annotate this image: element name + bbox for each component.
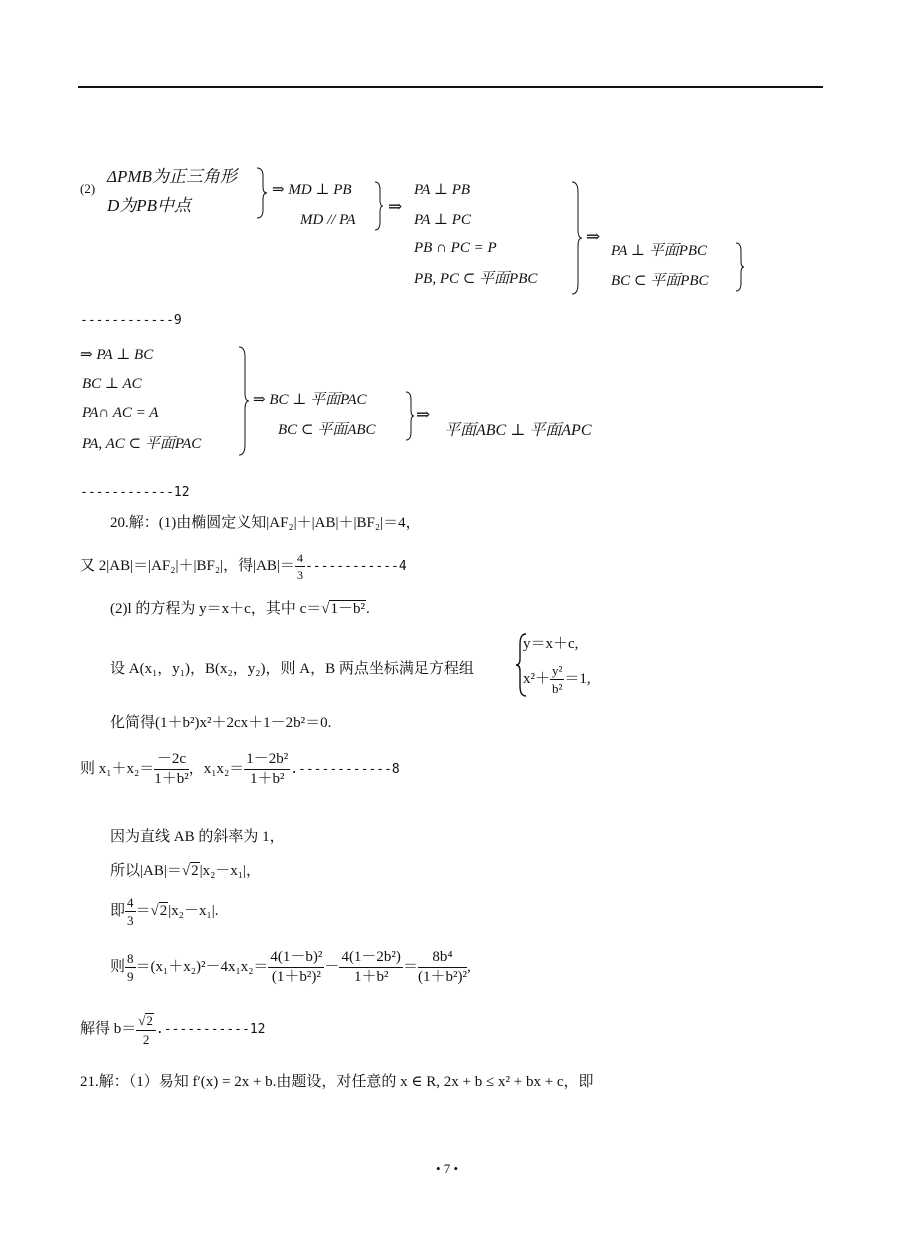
fraction-numerator: 4(1－2b²) xyxy=(339,950,403,968)
premise-2: D为PB中点 xyxy=(107,196,192,215)
radicand: 1－b² xyxy=(330,601,365,617)
score-marker-4: ------------4 xyxy=(304,558,407,574)
score-marker-12: ------------12 xyxy=(80,485,190,500)
right-brace xyxy=(373,182,383,230)
premise-1: ΔPMB为正三角形 xyxy=(107,167,237,186)
score-marker-8: .------------8 xyxy=(290,761,400,777)
q20-line-9: 即 xyxy=(110,902,126,919)
bc-subset-plane-abc: BC ⊂ 平面ABC xyxy=(278,422,376,438)
pb-cap-pc: PB ∩ PC = P xyxy=(414,240,497,256)
q20-line-1: 20.解：(1)由椭圆定义知|AF₂|＋|AB|＋|BF₂|＝4， xyxy=(110,515,421,531)
score-marker-12: .-----------12 xyxy=(155,1022,266,1038)
sqrt-symbol: √ xyxy=(181,863,191,879)
comma: , xyxy=(466,958,471,975)
system-eq-2-right: ＝1, xyxy=(564,670,591,687)
fraction-numerator: 8b⁴ xyxy=(418,950,467,968)
pa-ac-subset-plane: PA, AC ⊂ 平面PAC xyxy=(82,436,202,452)
right-brace xyxy=(570,182,582,294)
q20-line-3: (2)l 的方程为 y＝x＋c，其中 c＝ xyxy=(110,601,322,617)
fraction-numerator: 4 xyxy=(296,551,303,565)
fraction-numerator: y² xyxy=(552,663,563,678)
bc-perp-plane-pac: ⇒ BC ⊥ 平面PAC xyxy=(253,392,367,408)
fraction-numerator: －2c xyxy=(154,752,189,770)
pb-pc-subset-plane: PB, PC ⊂ 平面PBC xyxy=(414,271,538,287)
fraction-denominator: 1＋b² xyxy=(154,771,189,787)
page-number: • 7 • xyxy=(436,1161,459,1176)
system-eq-1: y＝x＋c, xyxy=(523,636,579,652)
pa-perp-bc: ⇒ PA ⊥ BC xyxy=(80,347,154,363)
right-brace xyxy=(734,243,744,291)
bc-perp-ac: BC ⊥ AC xyxy=(82,376,142,392)
abs-difference: |x₂－x₁|. xyxy=(168,902,219,919)
implies-arrow: ⇒ xyxy=(416,405,431,424)
fraction-denominator: 2 xyxy=(142,1032,150,1048)
fraction-denominator: 1＋b² xyxy=(249,771,285,787)
pa-perp-pc: PA ⊥ PC xyxy=(414,212,471,228)
fraction-numerator: 8 xyxy=(127,951,134,966)
abs-difference: |x₂－x₁|， xyxy=(199,863,262,879)
right-brace xyxy=(255,168,267,218)
system-eq-2-left: x²＋ xyxy=(523,670,550,687)
plane-abc-perp-plane-apc: 平面ABC ⊥ 平面APC xyxy=(444,422,592,439)
implies-arrow: ⇒ xyxy=(388,197,403,216)
right-brace xyxy=(237,347,249,455)
q20-line-7: 因为直线 AB 的斜率为 1， xyxy=(110,829,285,845)
conclusion-md-parallel-pa: MD // PA xyxy=(300,212,356,228)
fraction-numerator: 4 xyxy=(127,895,134,910)
radicand: 2 xyxy=(159,902,168,919)
equals: ＝ xyxy=(135,902,151,919)
equals: ＝ xyxy=(402,958,418,975)
fraction-denominator: 3 xyxy=(127,913,134,928)
conclusion-md-perp-pb: ⇒ MD ⊥ PB xyxy=(272,182,352,198)
bc-subset-plane-pbc: BC ⊂ 平面PBC xyxy=(611,273,709,289)
q20-line-4: 设 A(x₁，y₁)，B(x₂，y₂)，则 A，B 两点坐标满足方程组 xyxy=(110,661,474,677)
fraction-denominator: 3 xyxy=(296,568,303,582)
sqrt-symbol: √ xyxy=(150,902,159,919)
q20-line-10: 则 xyxy=(110,958,126,975)
fraction-denominator: 9 xyxy=(127,969,134,984)
q21-line-1: 21.解：（1）易知 f′(x) = 2x + b.由题设，对任意的 x ∈ R, 2x + b ≤ x² + bx + c，即 xyxy=(80,1074,594,1090)
fraction-numerator: 4(1－b)² xyxy=(268,950,324,968)
radicand: 2 xyxy=(191,863,199,879)
pa-perp-plane-pbc: PA ⊥ 平面PBC xyxy=(611,243,708,259)
radicand: 2 xyxy=(146,1013,153,1028)
fraction-denominator: (1＋b²)² xyxy=(417,969,467,985)
q20-line-5: 化简得(1＋b²)x²＋2cx＋1－2b²＝0. xyxy=(110,715,332,731)
fraction-denominator: (1＋b²)² xyxy=(271,969,321,985)
fraction-denominator: b² xyxy=(552,681,563,696)
pa-cap-ac: PA∩ AC = A xyxy=(82,405,159,421)
header-rule xyxy=(78,86,823,88)
minus: － xyxy=(324,958,340,975)
q20-line-2: 又 2|AB|＝|AF₂|＋|BF₂|，得|AB|＝ xyxy=(80,557,295,574)
product-label: ，x₁x₂＝ xyxy=(188,760,245,777)
expansion: ＝(x₁＋x₂)²－4x₁x₂＝ xyxy=(135,958,269,975)
part-label: (2) xyxy=(80,181,96,196)
sqrt-symbol: √ xyxy=(138,1013,146,1028)
score-marker-9: ------------9 xyxy=(80,313,182,328)
pa-perp-pb: PA ⊥ PB xyxy=(414,182,471,198)
right-brace xyxy=(404,392,414,440)
fraction-denominator: 1＋b² xyxy=(353,969,389,985)
sqrt-symbol: √ xyxy=(321,601,330,617)
q20-line-6: 则 x₁＋x₂＝ xyxy=(80,760,155,777)
q20-line-8: 所以|AB|＝ xyxy=(110,863,182,879)
fraction-numerator: 1－2b² xyxy=(244,752,290,770)
period: . xyxy=(365,601,370,617)
q20-line-11: 解得 b＝ xyxy=(80,1021,137,1038)
implies-arrow: ⇒ xyxy=(586,227,601,246)
